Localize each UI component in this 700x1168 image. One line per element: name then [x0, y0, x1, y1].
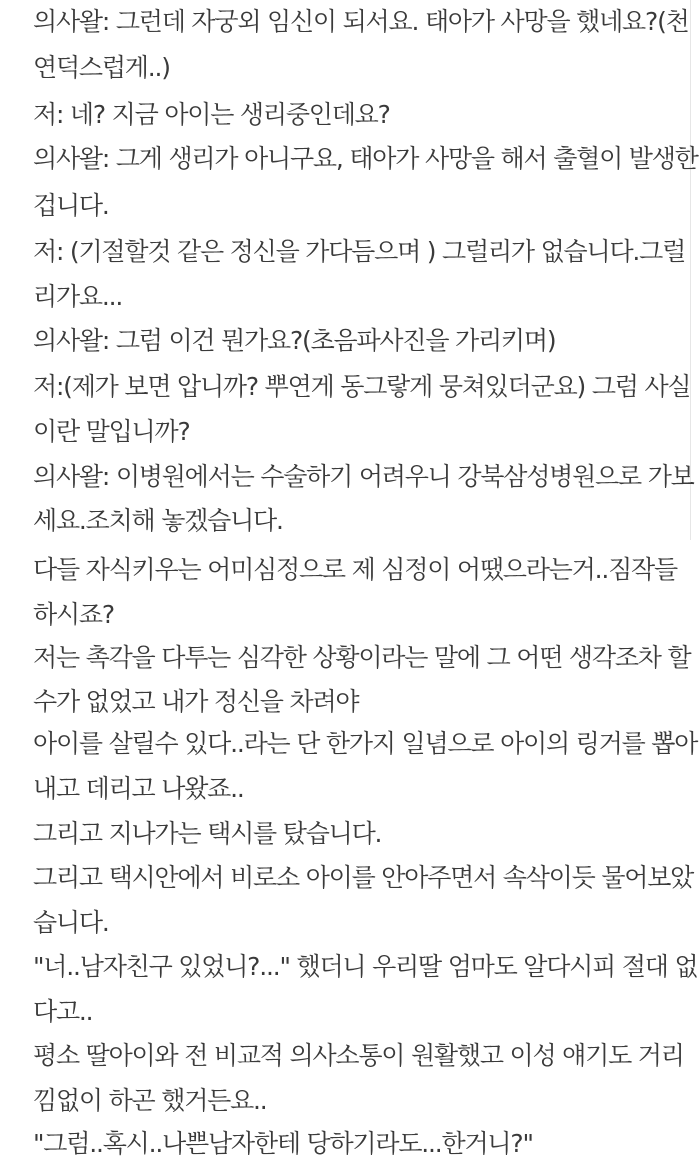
- story-line: 다고..: [33, 997, 93, 1026]
- story-line: 내고 데리고 나왔죠..: [33, 774, 244, 803]
- dialogue-line: 이란 말입니까?: [33, 417, 190, 446]
- dialogue-line: 의사왈: 그럼 이건 뭔가요?(초음파사진을 가리키며): [33, 326, 556, 355]
- story-line: "그럼..혹시..나쁜남자한테 당하기라도...한거니?": [33, 1129, 533, 1158]
- story-line: 다들 자식키우는 어미심정으로 제 심정이 어땠으라는거..짐작들: [33, 555, 677, 584]
- story-line: 낌없이 하곤 했거든요..: [33, 1086, 267, 1115]
- story-line: 그리고 택시안에서 비로소 아이를 안아주면서 속삭이듯 물어보았: [33, 863, 694, 892]
- dialogue-section: [0, 0, 698, 540]
- story-line: 하시죠?: [33, 600, 114, 629]
- dialogue-line: 겁니다.: [33, 191, 109, 220]
- dialogue-line: 의사왈: 그런데 자궁외 임신이 되서요. 태아가 사망을 했네요?(천: [33, 7, 689, 36]
- story-line: 수가 없었고 내가 정신을 차려야: [33, 687, 359, 716]
- dialogue-line: 저: (기절할것 같은 정신을 가다듬으며 ) 그럴리가 없습니다.그럴: [33, 237, 686, 266]
- story-line: "너..남자친구 있었니?..." 했더니 우리딸 엄마도 알다시피 절대 없: [33, 952, 698, 981]
- story-line: 평소 딸아이와 전 비교적 의사소통이 원활했고 이성 얘기도 거리: [33, 1041, 684, 1070]
- story-line: 습니다.: [33, 908, 109, 937]
- dialogue-line: 의사왈: 이병원에서는 수술하기 어려우니 강북삼성병원으로 가보: [33, 462, 694, 491]
- dialogue-line: 연덕스럽게..): [33, 53, 170, 82]
- story-line: 그리고 지나가는 택시를 탔습니다.: [33, 819, 382, 848]
- story-section: [0, 540, 698, 1168]
- dialogue-line: 세요.조치해 놓겠습니다.: [33, 506, 283, 535]
- dialogue-line: 저: 네? 지금 아이는 생리중인데요?: [33, 100, 390, 129]
- story-line: 아이를 살릴수 있다..라는 단 한가지 일념으로 아이의 링거를 뽑아: [33, 729, 698, 758]
- dialogue-line: 의사왈: 그게 생리가 아니구요, 태아가 사망을 해서 출혈이 발생한: [33, 144, 698, 173]
- story-line: 저는 촉각을 다투는 심각한 상황이라는 말에 그 어떤 생각조차 할: [33, 643, 691, 672]
- dialogue-line: 저:(제가 보면 압니까? 뿌연게 동그랗게 뭉쳐있더군요) 그럼 사실: [33, 372, 691, 401]
- dialogue-line: 리가요...: [33, 282, 123, 311]
